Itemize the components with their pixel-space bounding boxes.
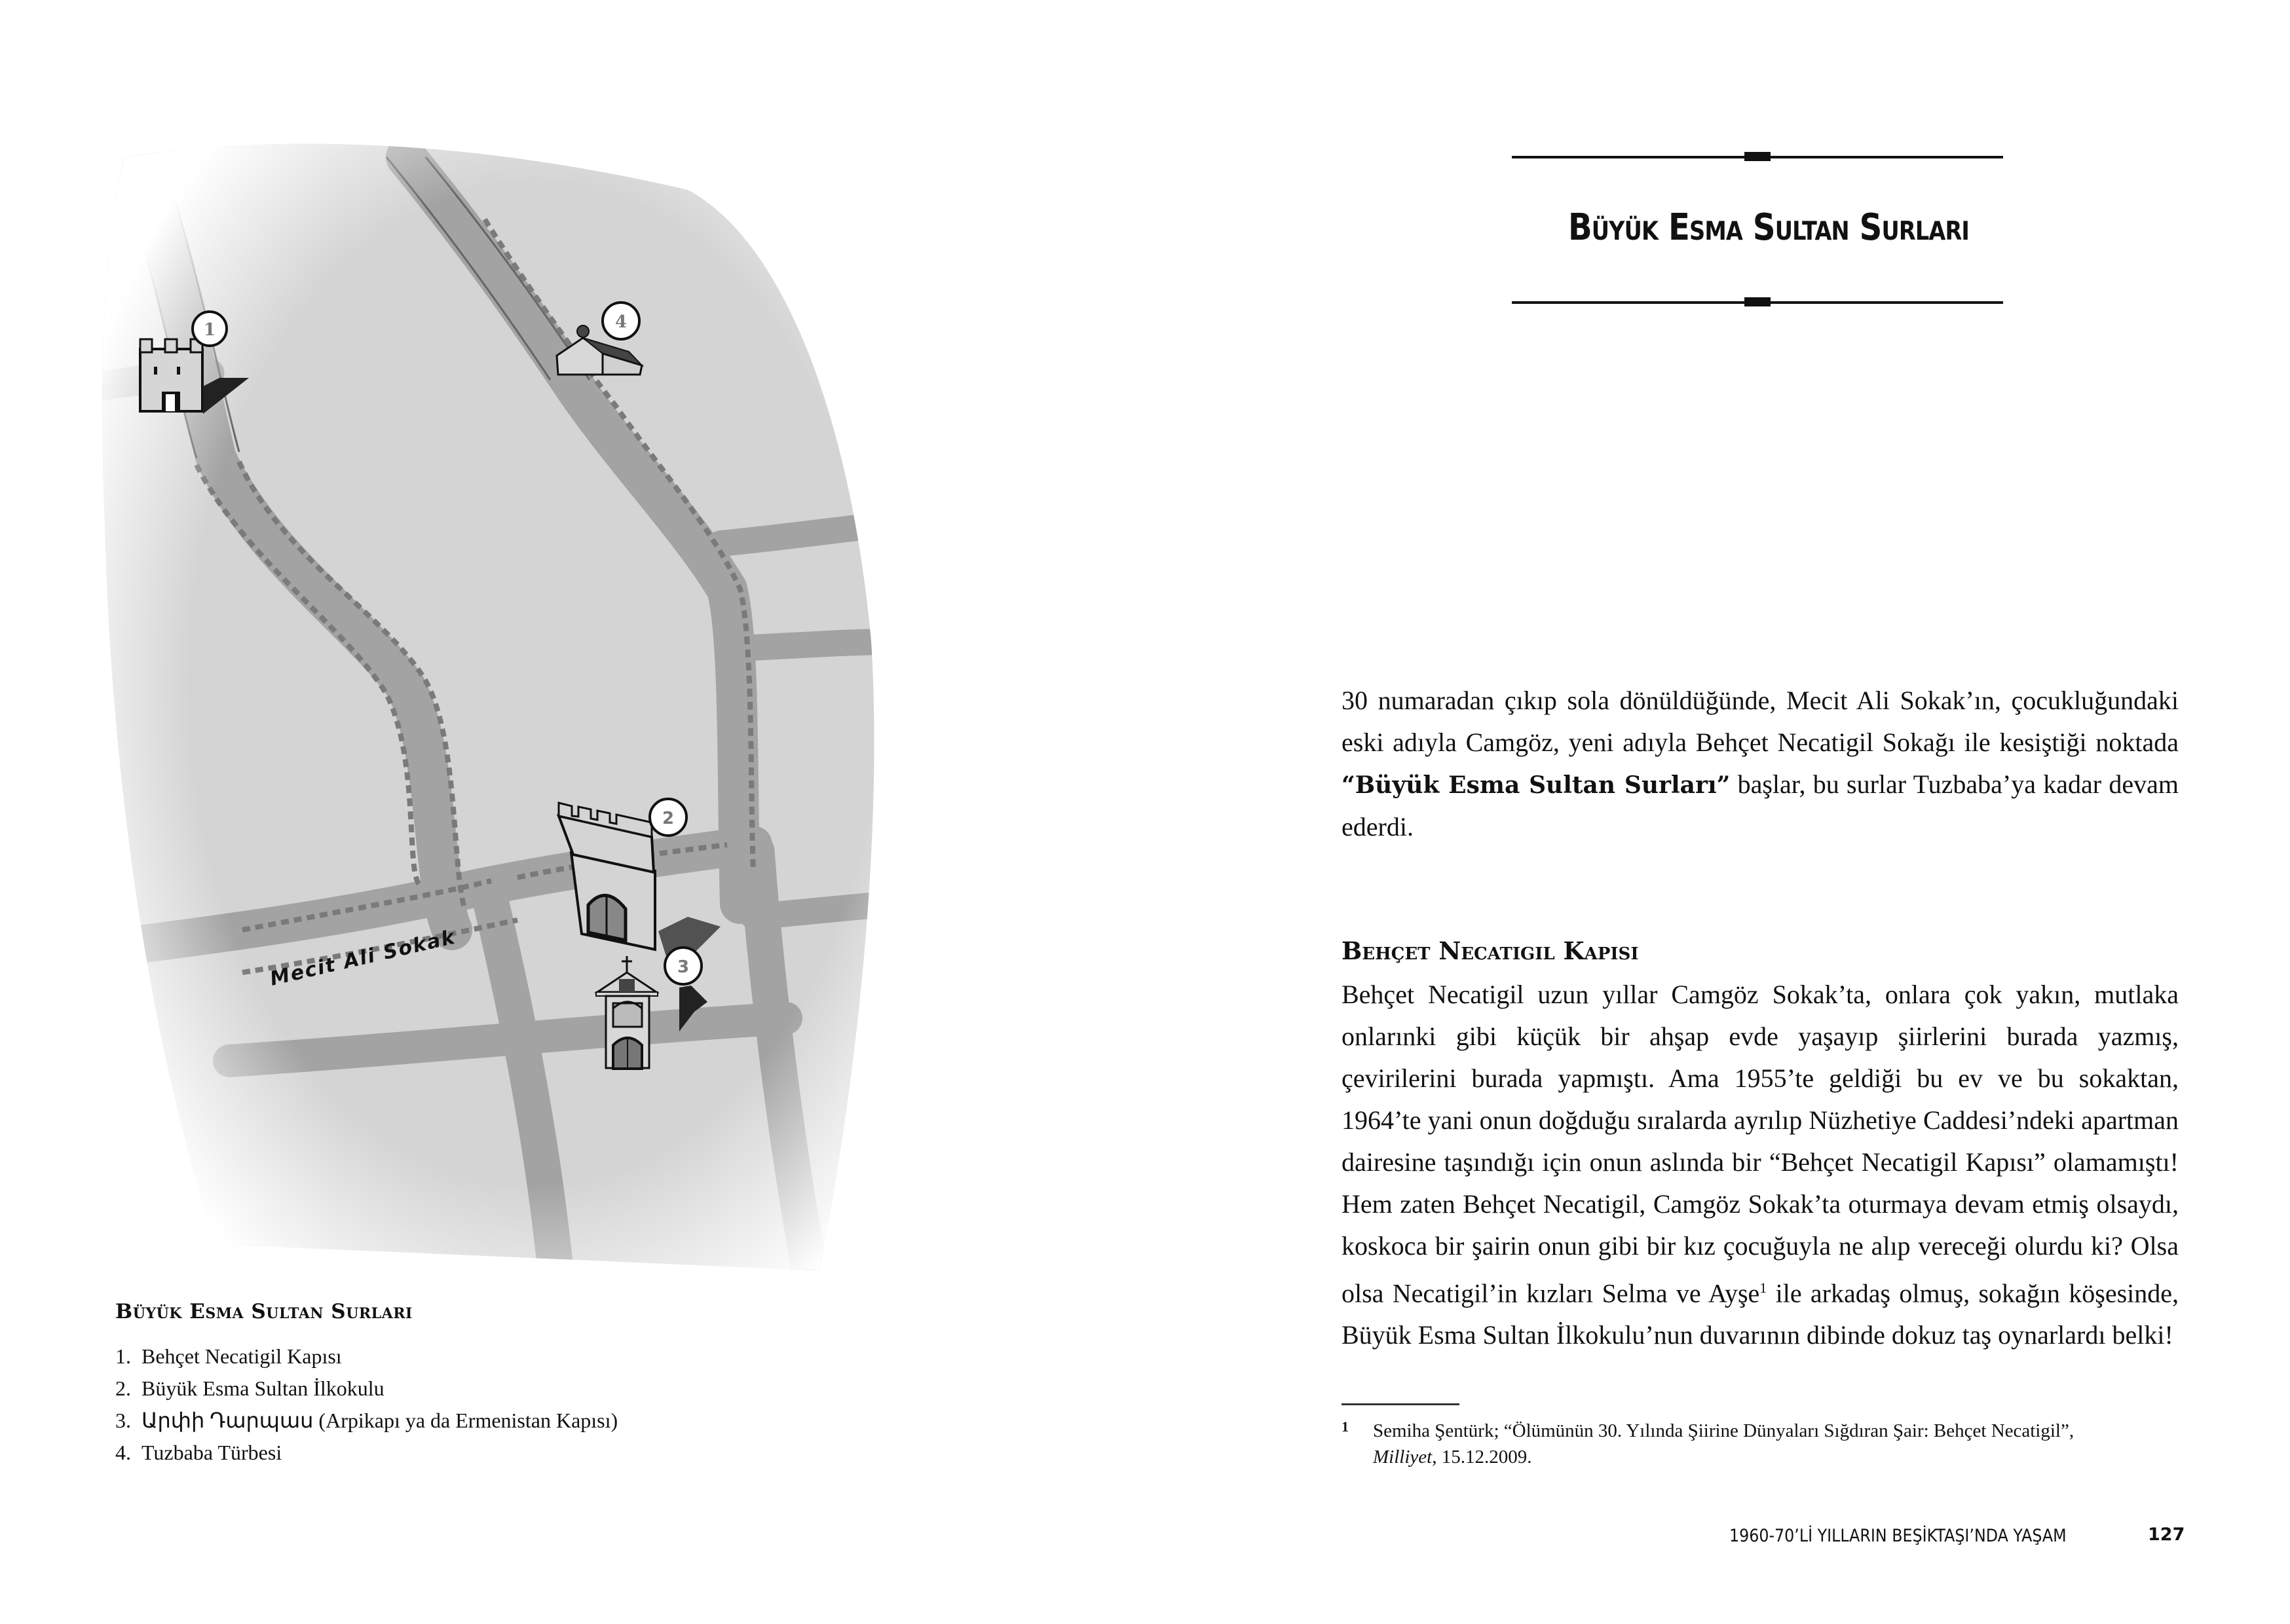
marker-number: 1	[203, 320, 216, 340]
ornamental-rule-top	[1512, 156, 2003, 158]
item-text: Behçet Necatigil Kapısı	[141, 1344, 342, 1368]
caption-item	[115, 1437, 770, 1469]
caption-item	[115, 1405, 770, 1437]
item-number: 1.	[115, 1344, 131, 1368]
ornamental-rule-bottom	[1512, 301, 2003, 304]
intro-bold: “Büyük Esma Sultan Surları”	[1342, 771, 1731, 799]
street-label: Mecit Ali Sokak	[267, 925, 459, 991]
map-marker	[603, 303, 639, 339]
section-heading: Behçet Necatigil Kapısı	[1342, 936, 1639, 965]
map-marker	[650, 799, 686, 836]
intro-text-end: başlar, bu surlar Tuzbaba’ya kadar devam ederdi.	[1342, 769, 2179, 841]
section-text: Behçet Necatigil uzun yıllar Camgöz Sokak’ta, onlara çok yakın, mutlaka onlarınki gibi küçük bir ahşap evde yaşayıp şiirlerini burada yazmış, çevirilerini burada yapmıştı. Ama 1955’te geldiği bu ev ve bu sokaktan, 1964’te yani onun doğduğu sıralarda ayrılıp Nüzhetiye Caddesi’ndeki apartman dairesine taşındığı için onun aslında bir “Behçet Necatigil Kapısı” olamamıştı! Hem zaten Behçet Necatigil, Camgöz Sokak’ta oturmaya devam etmiş olsaydı, koskoca bir şairin onun gibi bir kız çocuğuyla ne alıp vereceği olurdu ki? Olsa olsa Necatigil’in kızları Selma ve Ayşe	[1342, 980, 2179, 1308]
map-marker	[193, 312, 227, 346]
item-text: Tuzbaba Türbesi	[141, 1441, 282, 1464]
item-number: 3.	[115, 1409, 131, 1432]
intro-paragraph	[1342, 680, 2179, 848]
footnote-source: Milliyet	[1373, 1447, 1433, 1467]
caption-list	[115, 1340, 770, 1469]
page-number: 127	[2148, 1524, 2185, 1545]
caption-item	[115, 1340, 770, 1373]
item-text: Արփի Դարպաս (Arpikapı ya da Ermenistan Kapısı)	[141, 1409, 618, 1432]
section-text-end: ile arkadaş olmuş, sokağın köşesinde, Büyük Esma Sultan İlkokulu’nun duvarının dibinde dokuz taş oynarlardı belki!	[1342, 1278, 2179, 1350]
map-marker	[665, 948, 702, 984]
footnote-date: , 15.12.2009.	[1432, 1447, 1532, 1467]
chapter-title: Büyük Esma Sultan Surları	[1567, 206, 1970, 249]
marker-number: 3	[677, 957, 690, 977]
intro-text: 30 numaradan çıkıp sola dönüldüğünde, Mecit Ali Sokak’ın, çocukluğundaki eski adıyla Camgöz, yeni adıyla Behçet Necatigil Sokağı ile kesiştiği noktada	[1342, 686, 2179, 757]
footnote-reference[interactable]: 1	[1759, 1280, 1767, 1296]
caption-item	[115, 1373, 770, 1405]
running-head: 1960-70’Lİ YILLARIN BEŞİKTAŞI’NDA YAŞAM	[1729, 1526, 2067, 1546]
item-number: 4.	[115, 1441, 131, 1464]
footnote-divider	[1342, 1403, 1459, 1405]
marker-number: 2	[662, 809, 675, 828]
map-caption	[115, 1300, 770, 1469]
item-number: 2.	[115, 1376, 131, 1400]
marker-number: 4	[614, 312, 628, 332]
footnote	[1342, 1418, 2193, 1470]
footnote-text: Semiha Şentürk; “Ölümünün 30. Yılında Şiirine Dünyaları Sığdıran Şair: Behçet Necatigil”,	[1373, 1420, 2074, 1441]
item-text: Büyük Esma Sultan İlkokulu	[141, 1376, 385, 1400]
footnote-mark: 1	[1342, 1418, 1349, 1435]
caption-title: Büyük Esma Sultan Surları	[115, 1300, 413, 1323]
illustrated-map	[98, 131, 891, 1283]
section-paragraph	[1342, 974, 2179, 1356]
